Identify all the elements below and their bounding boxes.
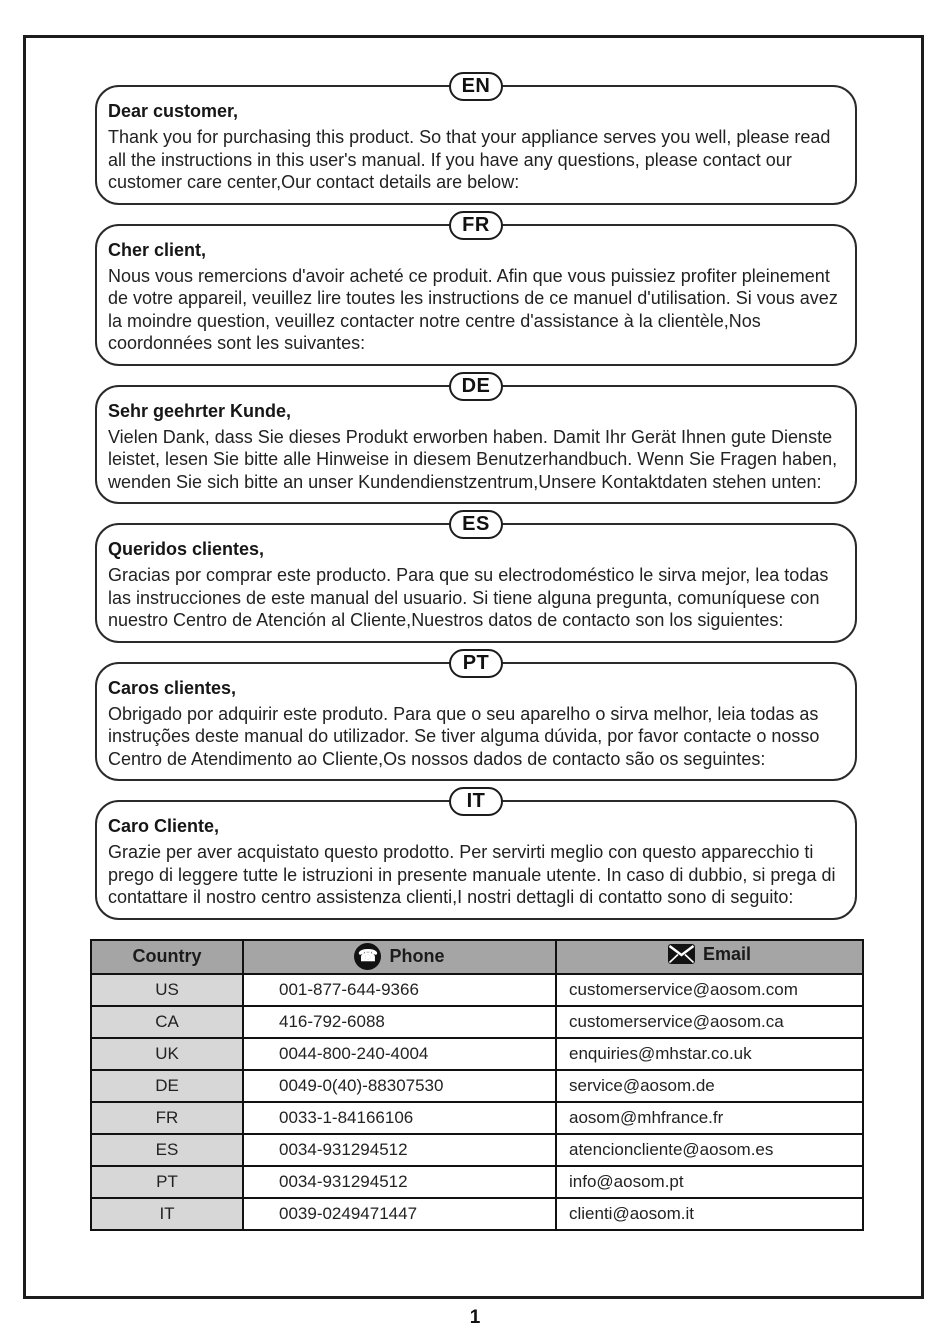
header-country (91, 940, 243, 974)
body-text-it: Grazie per aver acquistato questo prodotto. Per servirti meglio con questo apparecchio ti prego di leggere tutte le istruzioni in presente manuale utente. In caso di dubbio, si prega di contattare il nostro centro assistenza clienti,I nostri dettagli di contatto sono di seguito: (108, 842, 836, 907)
lang-badge-label: DE (461, 374, 491, 397)
email-cell: info@aosom.pt (556, 1166, 863, 1198)
greeting-en: Dear customer, (108, 101, 239, 121)
greeting-pt: Caros clientes, (108, 677, 237, 698)
header-email (556, 940, 863, 974)
table-row (91, 1102, 863, 1134)
section-it (95, 790, 857, 920)
country-cell: IT (91, 1198, 243, 1230)
lang-badge-label: ES (462, 513, 490, 535)
body-text-de: Vielen Dank, dass Sie dieses Produkt erworben haben. Damit Ihr Gerät Ihnen gute Dienste leistet, lesen Sie bitte alle Hinweise in diesem Benutzerhandbuch. Wenn Sie Fragen haben, wenden Sie sich bitte an unser Kundendienstzentrum,Unsere Kontaktdaten stehen unten: (108, 426, 838, 492)
lang-badge-en (449, 72, 503, 101)
greeting-es: Queridos clientes, (108, 539, 265, 559)
body-text-pt: Obrigado por adquirir este produto. Para que o seu aparelho o sirva melhor, leia todas as instruções deste manual do utilizador. Se tiver alguma dúvida, por favor contacte o nosso Centro de Atendimento ao Cliente,Os nossos dados de contacto são os seguintes: (108, 703, 820, 769)
section-pt (95, 651, 857, 782)
greeting-de: Sehr geehrter Kunde, (108, 400, 292, 421)
lang-badge-label: PT (462, 651, 490, 674)
body-text-en: Thank you for purchasing this product. So that your appliance serves you well, please read all the instructions in this user's manual. If you have any questions, please contact our customer care center,Our contact details are below: (108, 127, 831, 192)
greeting-it: Caro Cliente, (108, 816, 220, 836)
phone-cell: 0033-1-84166106 (243, 1102, 556, 1134)
greeting-fr: Cher client, (108, 239, 207, 260)
email-cell: aosom@mhfrance.fr (556, 1102, 863, 1134)
phone-cell: 416-792-6088 (243, 1006, 556, 1038)
table-row (91, 1134, 863, 1166)
country-cell: UK (91, 1038, 243, 1070)
lang-badge-label: FR (462, 213, 490, 236)
lang-badge-es (449, 510, 503, 539)
phone-cell: 0039-0249471447 (243, 1198, 556, 1230)
table-row (91, 1070, 863, 1102)
lang-badge-label: EN (461, 75, 491, 97)
table-row (91, 1198, 863, 1230)
email-cell: clienti@aosom.it (556, 1198, 863, 1230)
email-cell: customerservice@aosom.com (556, 974, 863, 1006)
email-icon (668, 944, 695, 964)
section-de (95, 374, 857, 505)
email-cell: service@aosom.de (556, 1070, 863, 1102)
page-border (23, 35, 924, 1299)
lang-badge-it (449, 787, 503, 816)
country-cell: US (91, 974, 243, 1006)
header-country-label: Country (132, 946, 202, 966)
body-text-es: Gracias por comprar este producto. Para que su electrodoméstico le sirva mejor, lea todas las instrucciones de este manual del usuario. Si tiene alguna pregunta, comuníquese con nuestro Centro de Atención al Cliente,Nuestros datos de contacto son los siguientes: (108, 565, 829, 630)
email-cell: enquiries@mhstar.co.uk (556, 1038, 863, 1070)
phone-cell: 0049-0(40)-88307530 (243, 1070, 556, 1102)
table-row (91, 1038, 863, 1070)
country-cell: CA (91, 1006, 243, 1038)
phone-cell: 001-877-644-9366 (243, 974, 556, 1006)
contact-table (90, 939, 864, 1231)
lang-badge-label: IT (466, 790, 486, 812)
phone-cell: 0034-931294512 (243, 1166, 556, 1198)
section-en (95, 75, 857, 205)
phone-icon: ☎ (354, 943, 381, 970)
table-row (91, 1006, 863, 1038)
country-cell: DE (91, 1070, 243, 1102)
header-phone (243, 940, 556, 974)
header-email-label: Email (702, 943, 752, 964)
body-text-fr: Nous vous remercions d'avoir acheté ce produit. Afin que vous puissiez profiter pleinement de votre appareil, veuillez lire toutes les instructions de ce manuel d'utilisation. Si vous avez la moindre question, veuillez contacter notre centre d'assistance à la clientèle,Nos coordonnées sont les suivantes: (108, 265, 838, 353)
section-es (95, 513, 857, 643)
lang-badge-de (449, 372, 503, 401)
country-cell: PT (91, 1166, 243, 1198)
table-row (91, 974, 863, 1006)
phone-cell: 0034-931294512 (243, 1134, 556, 1166)
email-cell: customerservice@aosom.ca (556, 1006, 863, 1038)
table-row (91, 1166, 863, 1198)
table-header-row (91, 940, 863, 974)
country-cell: ES (91, 1134, 243, 1166)
section-fr (95, 213, 857, 366)
country-cell: FR (91, 1102, 243, 1134)
page-number: 1 (469, 1307, 481, 1328)
email-cell: atencioncliente@aosom.es (556, 1134, 863, 1166)
lang-badge-pt (449, 649, 503, 678)
phone-cell: 0044-800-240-4004 (243, 1038, 556, 1070)
header-phone-label: Phone (389, 946, 445, 966)
lang-badge-fr (449, 211, 503, 240)
